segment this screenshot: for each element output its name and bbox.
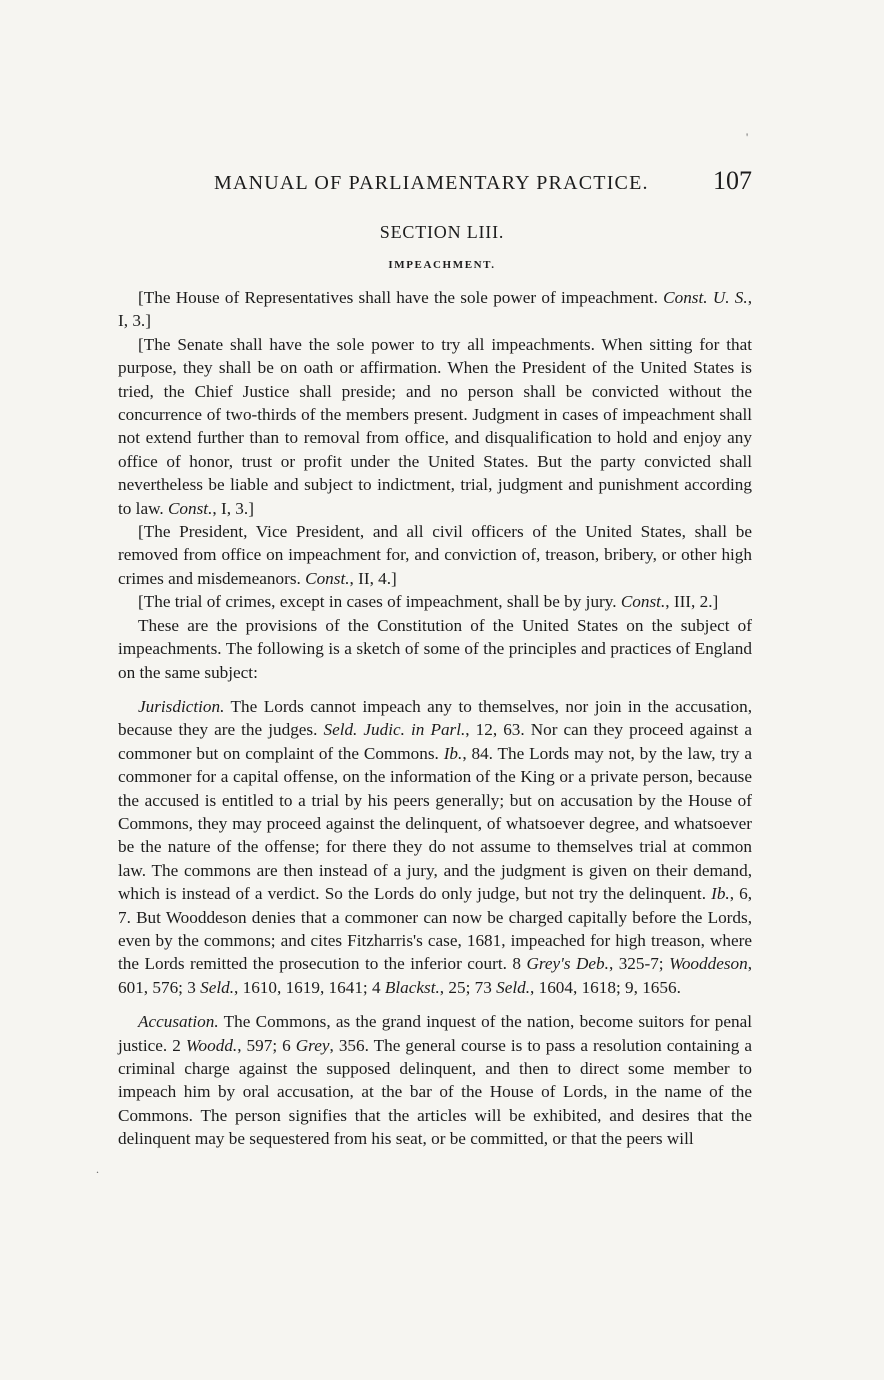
- citation-text: Ib.: [443, 743, 463, 763]
- paragraph-text: , II, 4.]: [349, 568, 397, 588]
- citation-text: Grey: [295, 1035, 330, 1055]
- paragraph-text: , 25; 73: [439, 977, 497, 997]
- paragraph-text: [The Senate shall have the sole power to try all impeachments. When sitting for that purpose, they shall be on oath or affirmation. When the President of the United States is tried, the Chief Justice shall preside; and no person shall be convicted without the concurrence of two-thirds of the members present. Judgment in cases of impeachment shall not extend further than to removal from office, and disqualification to hold and enjoy any office of honor, trust or profit under the United States. But the party convicted shall nevertheless be liable and subject to indictment, trial, judgment and punishment according to law.: [118, 334, 752, 518]
- citation-text: Accusation.: [138, 1012, 219, 1032]
- citation-text: Jurisdiction.: [138, 696, 225, 716]
- paragraph: [118, 590, 752, 613]
- scan-speck-mark: .: [96, 1162, 99, 1176]
- paragraph-text: , I, 3.]: [212, 498, 254, 518]
- paragraph-text: , 84. The Lords may not, by the law, try a commoner for a capital offense, on the information of the King or a private person, because the accused is entitled to a trial by his peers generally; but on accusation by the House of Commons, they may proceed against the delinquent, of whatsoever degree, and whatsoever be the nature of the offense; for there they do not assume to themselves trial at common law. The commons are then instead of a jury, and the judgment is given on their demand, which is instead of a verdict. So the Lords do only judge, but not try the delinquent.: [118, 743, 752, 904]
- citation-text: Grey's Deb.: [526, 954, 609, 974]
- paragraph-text: , III, 2.]: [665, 592, 719, 612]
- paragraph-text: , 597; 6: [237, 1035, 296, 1055]
- paragraph-text: , 356. The general course is to pass a resolution containing a criminal charge against the supposed delinquent, and then to direct some member to impeach him by oral accusation, at the bar of the House of Lords, in the name of the Commons. The person signifies that the articles will be exhibited, and desires that the delinquent may be sequestered from his seat, or be committed, or that the peers will: [118, 1035, 752, 1149]
- scan-speck-mark: ': [746, 130, 749, 144]
- paragraph: [118, 695, 752, 999]
- body-text: [118, 286, 752, 1151]
- paragraph-text: , I, 3.]: [118, 288, 752, 331]
- paragraph: [118, 333, 752, 520]
- citation-text: Woodd.: [185, 1035, 238, 1055]
- paragraph-text: , 6, 7. But Wooddeson denies that a commoner can now be charged capitally before the Lords, even by the commons; and cites Fitzharris's case, 1681, impeached for high treason, where the Lords remitted the prosecution to the inferior court. 8: [118, 884, 753, 974]
- paragraph-text: , 601, 576; 3: [118, 954, 752, 997]
- paragraph-text: , 12, 63. Nor can they proceed against a commoner but on complaint of the Commons.: [118, 720, 752, 763]
- paragraph-text: , 1604, 1618; 9, 1656.: [530, 977, 681, 997]
- paragraph-text: These are the provisions of the Constitution of the United States on the subject of impeachments. The following is a sketch of some of the principles and practices of England on the same subject:: [118, 615, 752, 682]
- paragraph-text: The Commons, as the grand inquest of the nation, become suitors for penal justice. 2: [118, 1012, 752, 1055]
- citation-text: Const.: [167, 498, 213, 518]
- paragraph: [118, 286, 752, 333]
- running-header: [118, 166, 752, 196]
- citation-text: Seld.: [200, 977, 235, 997]
- running-title: MANUAL OF PARLIAMENTARY PRACTICE.: [214, 172, 649, 194]
- page-number: 107: [713, 166, 752, 195]
- paragraph-text: [The trial of crimes, except in cases of impeachment, shall be by jury.: [138, 592, 621, 612]
- paragraph-text: , 1610, 1619, 1641; 4: [234, 977, 385, 997]
- section-title: SECTION LIII.: [379, 222, 505, 242]
- paragraph-text: , 325-7;: [608, 954, 670, 974]
- citation-text: Blackst.: [384, 977, 440, 997]
- citation-text: Seld. Judic. in Parl.: [323, 720, 466, 740]
- paragraph: [118, 520, 752, 590]
- paragraph-text: [The House of Representatives shall have the sole power of impeachment.: [138, 288, 664, 307]
- citation-text: Const. U. S.: [663, 288, 748, 307]
- citation-text: Wooddeson: [669, 954, 748, 974]
- paragraph: [118, 1010, 752, 1150]
- citation-text: Ib.: [711, 884, 730, 904]
- paragraph: [118, 614, 752, 684]
- paragraph-text: The Lords cannot impeach any to themselves, nor join in the accusation, because they are the judges.: [118, 696, 752, 740]
- citation-text: Const.: [620, 592, 666, 612]
- citation-text: Const.: [305, 568, 350, 588]
- paragraph-text: [The President, Vice President, and all civil officers of the United States, shall be removed from office on impeachment for, and conviction of, treason, bribery, or other high crimes and misdemeanors.: [118, 522, 752, 588]
- citation-text: Seld.: [496, 977, 531, 997]
- section-subtitle: IMPEACHMENT.: [388, 259, 496, 271]
